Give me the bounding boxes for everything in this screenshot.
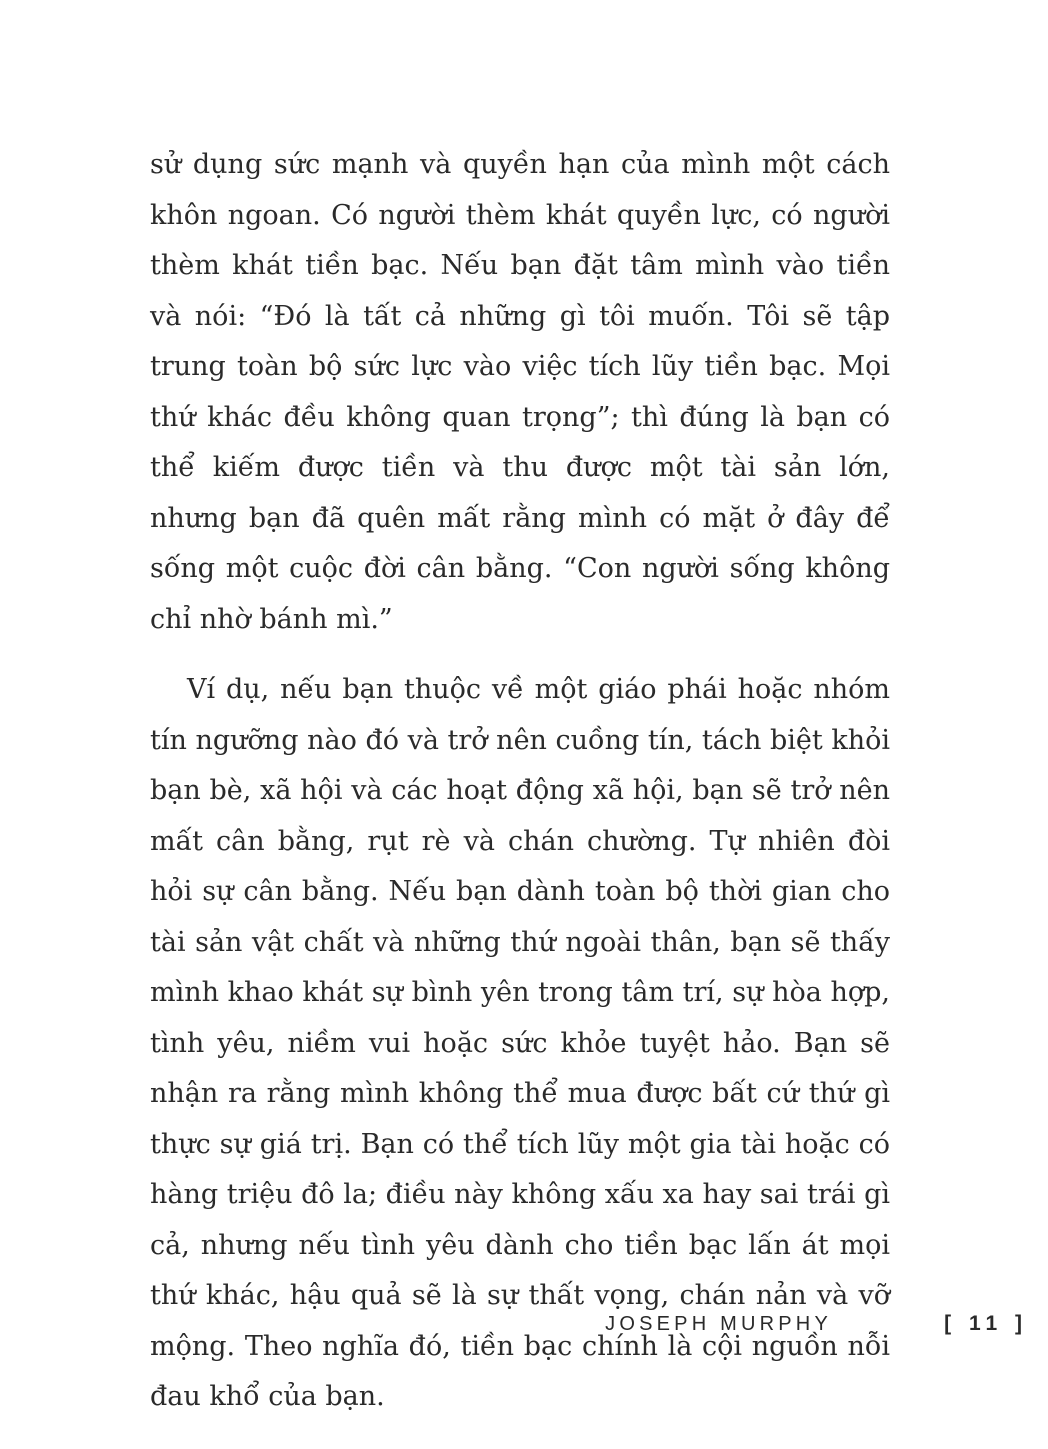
- paragraph-1: sử dụng sức mạnh và quyền hạn của mình một cách khôn ngoan. Có người thèm khát quyền lực, có người thèm khát tiền bạc. Nếu bạn đặt tâm mình vào tiền và nói: “Đó là tất cả những gì tôi muốn. Tôi sẽ tập trung toàn bộ sức lực vào việc tích lũy tiền bạc. Mọi thứ khác đều không quan trọng”; thì đúng là bạn có thể kiếm được tiền và thu được một tài sản lớn, nhưng bạn đã quên mất rằng mình có mặt ở đây để sống một cuộc đời cân bằng. “Con người sống không chỉ nhờ bánh mì.”: [150, 149, 890, 635]
- page-number: [ 11 ]: [944, 1312, 1028, 1335]
- paragraph-2: Ví dụ, nếu bạn thuộc về một giáo phái hoặc nhóm tín ngưỡng nào đó và trở nên cuồng tín, tách biệt khỏi bạn bè, xã hội và các hoạt động xã hội, bạn sẽ trở nên mất cân bằng, rụt rè và chán chường. Tự nhiên đòi hỏi sự cân bằng. Nếu bạn dành toàn bộ thời gian cho tài sản vật chất và những thứ ngoài thân, bạn sẽ thấy mình khao khát sự bình yên trong tâm trí, sự hòa hợp, tình yêu, niềm vui hoặc sức khỏe tuyệt hảo. Bạn sẽ nhận ra rằng mình không thể mua được bất cứ thứ gì thực sự giá trị. Bạn có thể tích lũy một gia tài hoặc có hàng triệu đô la; điều này không xấu xa hay sai trái gì cả, nhưng nếu tình yêu dành cho tiền bạc lấn át mọi thứ khác, hậu quả sẽ là sự thất vọng, chán nản và vỡ mộng. Theo nghĩa đó, tiền bạc chính là cội nguồn nỗi đau khổ của bạn.: [150, 674, 890, 1412]
- page-footer: [605, 1308, 1028, 1340]
- running-footer-author: JOSEPH MURPHY: [605, 1312, 832, 1335]
- body-text: [150, 140, 890, 1423]
